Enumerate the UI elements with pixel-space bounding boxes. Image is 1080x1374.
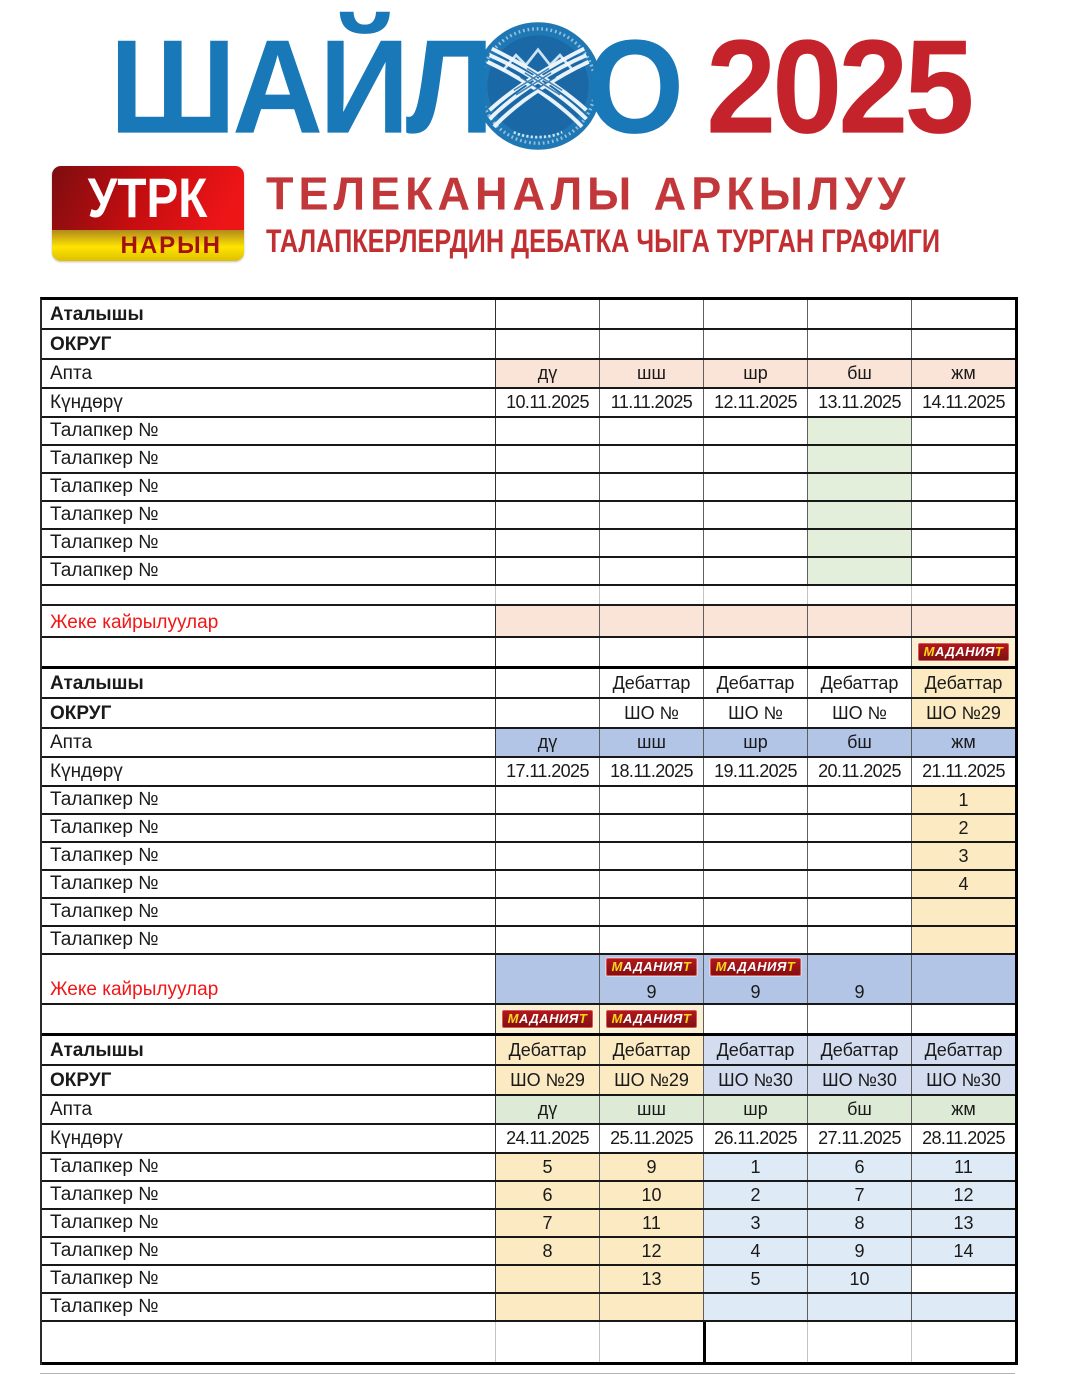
row-talapker-block3	[42, 1210, 1015, 1238]
cell-дү	[495, 330, 599, 358]
row-label: Талапкер №	[50, 1296, 159, 1317]
cell-шр	[703, 955, 807, 1003]
cell-жм: жм	[911, 729, 1015, 756]
utrk-label: УТРК	[88, 167, 208, 229]
cell-шш: 11.11.2025	[599, 389, 703, 416]
cell-шш: 10	[599, 1182, 703, 1208]
row-label: Талапкер №	[50, 817, 159, 838]
cell-шш	[599, 606, 703, 636]
row-label: ОКРУГ	[50, 334, 112, 355]
cell-шш	[599, 330, 703, 358]
cell-дү	[495, 815, 599, 841]
cell-жм: 2	[911, 815, 1015, 841]
cell-шш	[599, 815, 703, 841]
cell-жм	[911, 955, 1015, 1003]
cell-бш	[807, 330, 911, 358]
cell-шш: Дебаттар	[599, 669, 703, 697]
row-label: Апта	[50, 1099, 93, 1120]
cell-дү: 17.11.2025	[495, 758, 599, 785]
jeke-count: 9	[854, 982, 865, 1002]
cell-дү	[495, 530, 599, 556]
row-label: Талапкер №	[50, 448, 159, 469]
cell-дү: Дебаттар	[495, 1036, 599, 1064]
row-label: Талапкер №	[50, 929, 159, 950]
cell-шш	[599, 418, 703, 444]
row-label: Талапкер №	[50, 1156, 159, 1177]
cell-шр	[703, 502, 807, 528]
cell-дү	[495, 669, 599, 697]
cell-дү	[495, 955, 599, 1003]
cell-шш: 18.11.2025	[599, 758, 703, 785]
row-apta-block2	[42, 729, 1015, 758]
cell-дү	[495, 558, 599, 584]
row-label: Талапкер №	[50, 1184, 159, 1205]
debate-schedule-table	[40, 297, 1018, 1365]
cell-жм	[911, 558, 1015, 584]
cell-бш	[807, 606, 911, 636]
cell-шр	[703, 330, 807, 358]
row-head-block1	[42, 300, 1015, 330]
row-talapker-block2	[42, 899, 1015, 927]
cell-дү: 5	[495, 1154, 599, 1180]
cell-дү: дү	[495, 729, 599, 756]
row-talapker-block3	[42, 1294, 1015, 1322]
cell-бш	[807, 787, 911, 813]
cell-шш	[599, 871, 703, 897]
cell-жм	[911, 330, 1015, 358]
cell-шш	[599, 586, 703, 604]
row-label: Апта	[50, 732, 93, 753]
cell-шр	[703, 1322, 807, 1362]
cell-дү	[495, 638, 599, 666]
utrk-logo-main	[52, 166, 244, 230]
row-talapker-block3	[42, 1266, 1015, 1294]
cell-жм	[911, 446, 1015, 472]
madaniyat-badge: М АДАНИЯ Т	[710, 958, 802, 976]
cell-дү	[495, 699, 599, 727]
cell-бш: 27.11.2025	[807, 1125, 911, 1152]
cell-бш: 7	[807, 1182, 911, 1208]
cell-бш	[807, 530, 911, 556]
cell-шш	[599, 502, 703, 528]
cell-бш	[807, 899, 911, 925]
row-dates-block3	[42, 1125, 1015, 1154]
cell-бш	[807, 927, 911, 953]
row-label: Талапкер №	[50, 845, 159, 866]
row-head-block2	[42, 699, 1015, 729]
cell-жм	[911, 899, 1015, 925]
cell-дү: 6	[495, 1182, 599, 1208]
row-spacer-block1	[42, 586, 1015, 606]
cell-шр	[703, 606, 807, 636]
cell-шш	[599, 474, 703, 500]
row-label	[42, 1322, 495, 1362]
cell-дү	[495, 843, 599, 869]
cell-жм	[911, 1266, 1015, 1292]
row-badges-block2	[42, 1005, 1015, 1036]
jeke-count: 9	[750, 982, 761, 1002]
row-label: Аталышы	[50, 1040, 144, 1061]
cell-шр	[703, 843, 807, 869]
jeke-count: 9	[646, 982, 657, 1002]
row-badges-block1	[42, 638, 1015, 669]
cell-шш	[599, 899, 703, 925]
cell-дү	[495, 474, 599, 500]
cell-шр	[703, 927, 807, 953]
cell-шр	[703, 1294, 807, 1320]
row-label: Аталышы	[50, 304, 144, 325]
cell-бш	[807, 586, 911, 604]
cell-дү	[495, 502, 599, 528]
cell-жм: 21.11.2025	[911, 758, 1015, 785]
cell-шш	[599, 300, 703, 328]
cell-шр: ШО №30	[703, 1066, 807, 1094]
cell-шш: 13	[599, 1266, 703, 1292]
cell-шш: шш	[599, 1096, 703, 1123]
cell-бш	[807, 502, 911, 528]
madaniyat-badge: М АДАНИЯ Т	[918, 643, 1010, 661]
row-talapker-block1	[42, 558, 1015, 586]
cell-шш: ШО №	[599, 699, 703, 727]
cell-шш: 9	[599, 1154, 703, 1180]
cell-дү	[495, 871, 599, 897]
cell-бш: 6	[807, 1154, 911, 1180]
subheader	[52, 166, 1040, 261]
cell-шш	[599, 1294, 703, 1320]
cell-бш	[807, 300, 911, 328]
cell-бш: ШО №30	[807, 1066, 911, 1094]
madaniyat-badge: М АДАНИЯ Т	[502, 1010, 594, 1028]
headline	[266, 166, 1040, 261]
madaniyat-badge: М АДАНИЯ Т	[606, 958, 698, 976]
row-label: Талапкер №	[50, 476, 159, 497]
row-talapker-block1	[42, 502, 1015, 530]
cell-бш: 13.11.2025	[807, 389, 911, 416]
row-label: Жеке кайрылуулар	[50, 612, 219, 633]
row-label: Талапкер №	[50, 1212, 159, 1233]
cell-шш	[599, 1322, 703, 1362]
cell-шр: 26.11.2025	[703, 1125, 807, 1152]
cell-шр	[703, 815, 807, 841]
cell-жм: 14	[911, 1238, 1015, 1264]
cell-бш	[807, 843, 911, 869]
row-label: Күндөрү	[50, 1128, 123, 1149]
cell-дү: 24.11.2025	[495, 1125, 599, 1152]
cell-жм: жм	[911, 360, 1015, 387]
cell-бш: Дебаттар	[807, 1036, 911, 1064]
cell-жм: 13	[911, 1210, 1015, 1236]
cell-дү	[495, 1322, 599, 1362]
row-label	[42, 638, 495, 666]
row-talapker-block3	[42, 1154, 1015, 1182]
cell-шр: 19.11.2025	[703, 758, 807, 785]
row-head-block1	[42, 330, 1015, 360]
cell-бш	[807, 1294, 911, 1320]
cell-жм: 4	[911, 871, 1015, 897]
cell-шш: 25.11.2025	[599, 1125, 703, 1152]
headline-line1: ТЕЛЕКАНАЛЫ АРКЫЛУУ	[266, 166, 911, 220]
cell-шр	[703, 871, 807, 897]
cell-дү	[495, 1005, 599, 1033]
row-label: Талапкер №	[50, 873, 159, 894]
cell-бш	[807, 955, 911, 1003]
election-commission-emblem-icon	[472, 20, 604, 152]
row-talapker-block2	[42, 871, 1015, 899]
cell-дү: ШО №29	[495, 1066, 599, 1094]
row-label: Талапкер №	[50, 1240, 159, 1261]
title-year: 2025	[706, 11, 971, 161]
cell-жм	[911, 502, 1015, 528]
row-label: Аталышы	[50, 673, 144, 694]
row-label: Талапкер №	[50, 789, 159, 810]
cell-жм	[911, 1294, 1015, 1320]
cell-дү	[495, 606, 599, 636]
cell-жм: 3	[911, 843, 1015, 869]
cell-жм: 12	[911, 1182, 1015, 1208]
cell-шш: шш	[599, 729, 703, 756]
cell-шш	[599, 955, 703, 1003]
cell-шр: 3	[703, 1210, 807, 1236]
cell-жм	[911, 638, 1015, 666]
cell-шш: ШО №29	[599, 1066, 703, 1094]
row-dates-block2	[42, 758, 1015, 787]
cell-шш: 11	[599, 1210, 703, 1236]
cell-шр	[703, 899, 807, 925]
cell-шр: шр	[703, 360, 807, 387]
cell-дү	[495, 586, 599, 604]
row-label: ОКРУГ	[50, 703, 112, 724]
title-shailoo: ШАЙЛ	[109, 11, 491, 161]
cell-бш: бш	[807, 729, 911, 756]
cell-шр	[703, 1005, 807, 1033]
cell-дү	[495, 446, 599, 472]
cell-шш: Дебаттар	[599, 1036, 703, 1064]
row-head-block3	[42, 1036, 1015, 1066]
madaniyat-badge: М АДАНИЯ Т	[606, 1010, 698, 1028]
cell-шр	[703, 558, 807, 584]
utrk-naryn-logo	[52, 166, 244, 261]
cell-дү	[495, 787, 599, 813]
row-talapker-block1	[42, 474, 1015, 502]
cell-жм: 14.11.2025	[911, 389, 1015, 416]
row-label: Талапкер №	[50, 420, 159, 441]
cell-жм	[911, 1322, 1015, 1362]
cell-жм	[911, 927, 1015, 953]
row-final-block3	[42, 1322, 1015, 1365]
cell-шш	[599, 558, 703, 584]
cell-дү	[495, 418, 599, 444]
cell-бш: ШО №	[807, 699, 911, 727]
cell-жм: 11	[911, 1154, 1015, 1180]
cell-шр	[703, 638, 807, 666]
cell-жм	[911, 586, 1015, 604]
row-label: Күндөрү	[50, 392, 123, 413]
cell-бш	[807, 1322, 911, 1362]
cell-жм: жм	[911, 1096, 1015, 1123]
cell-жм	[911, 606, 1015, 636]
main-title	[0, 10, 1080, 162]
cell-бш	[807, 638, 911, 666]
cell-жм: 1	[911, 787, 1015, 813]
cell-шр	[703, 530, 807, 556]
cell-шш	[599, 927, 703, 953]
cell-дү: дү	[495, 360, 599, 387]
cell-шр	[703, 418, 807, 444]
cell-бш: 8	[807, 1210, 911, 1236]
row-label	[42, 1005, 495, 1033]
cell-шр: шр	[703, 1096, 807, 1123]
cell-дү: 7	[495, 1210, 599, 1236]
cell-бш	[807, 418, 911, 444]
cell-дү	[495, 300, 599, 328]
row-talapker-block2	[42, 927, 1015, 955]
row-jeke-block1	[42, 606, 1015, 638]
schedule-poster	[0, 10, 1080, 1374]
row-dates-block1	[42, 389, 1015, 418]
cell-шр	[703, 586, 807, 604]
cell-дү	[495, 1294, 599, 1320]
cell-дү: 10.11.2025	[495, 389, 599, 416]
cell-бш	[807, 558, 911, 584]
cell-шр: 4	[703, 1238, 807, 1264]
cell-шр	[703, 474, 807, 500]
row-talapker-block2	[42, 815, 1015, 843]
row-label: Талапкер №	[50, 901, 159, 922]
cell-шр: 1	[703, 1154, 807, 1180]
cell-шр	[703, 300, 807, 328]
naryn-label: НАРЫН	[120, 231, 222, 259]
cell-шр: шр	[703, 729, 807, 756]
cell-шр: 5	[703, 1266, 807, 1292]
row-label: Талапкер №	[50, 504, 159, 525]
cell-шр: Дебаттар	[703, 1036, 807, 1064]
row-apta-block1	[42, 360, 1015, 389]
cell-шр: 12.11.2025	[703, 389, 807, 416]
cell-жм: 28.11.2025	[911, 1125, 1015, 1152]
row-label: Апта	[50, 363, 93, 384]
row-label: Жеке кайрылуулар	[50, 979, 219, 1000]
cell-жм: Дебаттар	[911, 669, 1015, 697]
cell-шш	[599, 638, 703, 666]
cell-бш: бш	[807, 360, 911, 387]
title-o: О	[586, 11, 681, 161]
cell-дү: дү	[495, 1096, 599, 1123]
cell-шр	[703, 446, 807, 472]
cell-бш	[807, 474, 911, 500]
row-talapker-block1	[42, 530, 1015, 558]
cell-дү	[495, 1266, 599, 1292]
row-talapker-block1	[42, 418, 1015, 446]
cell-бш: 9	[807, 1238, 911, 1264]
cell-жм	[911, 1005, 1015, 1033]
row-talapker-block2	[42, 843, 1015, 871]
cell-жм	[911, 474, 1015, 500]
headline-line2: ТАЛАПКЕРЛЕРДИН ДЕБАТКА ЧЫГА ТУРГАН ГРАФИГИ	[266, 222, 941, 259]
cell-жм: ШО №29	[911, 699, 1015, 727]
cell-бш	[807, 815, 911, 841]
cell-бш: Дебаттар	[807, 669, 911, 697]
cell-жм: Дебаттар	[911, 1036, 1015, 1064]
cell-шш	[599, 787, 703, 813]
cell-бш: 10	[807, 1266, 911, 1292]
cell-бш	[807, 446, 911, 472]
cell-шр: Дебаттар	[703, 669, 807, 697]
cell-дү: 8	[495, 1238, 599, 1264]
row-talapker-block1	[42, 446, 1015, 474]
row-talapker-block2	[42, 787, 1015, 815]
row-apta-block3	[42, 1096, 1015, 1125]
row-label: Күндөрү	[50, 761, 123, 782]
row-head-block3	[42, 1066, 1015, 1096]
cell-шр: ШО №	[703, 699, 807, 727]
cell-бш: бш	[807, 1096, 911, 1123]
cell-шш	[599, 1005, 703, 1033]
cell-жм: ШО №30	[911, 1066, 1015, 1094]
row-label: ОКРУГ	[50, 1070, 112, 1091]
row-label: Талапкер №	[50, 560, 159, 581]
cell-шр: 2	[703, 1182, 807, 1208]
cell-шш	[599, 843, 703, 869]
cell-бш: 20.11.2025	[807, 758, 911, 785]
cell-шш: шш	[599, 360, 703, 387]
cell-дү	[495, 899, 599, 925]
row-head-block2	[42, 669, 1015, 699]
row-talapker-block3	[42, 1182, 1015, 1210]
cell-бш	[807, 871, 911, 897]
cell-жм	[911, 418, 1015, 444]
cell-шш	[599, 530, 703, 556]
row-label	[42, 586, 495, 604]
cell-бш	[807, 1005, 911, 1033]
cell-шр	[703, 787, 807, 813]
row-label: Талапкер №	[50, 532, 159, 553]
cell-шш	[599, 446, 703, 472]
cell-жм	[911, 300, 1015, 328]
utrk-logo-region	[52, 230, 244, 261]
cell-жм	[911, 530, 1015, 556]
row-jeke2-block2	[42, 955, 1015, 1005]
row-talapker-block3	[42, 1238, 1015, 1266]
cell-шш: 12	[599, 1238, 703, 1264]
cell-дү	[495, 927, 599, 953]
row-label: Талапкер №	[50, 1268, 159, 1289]
